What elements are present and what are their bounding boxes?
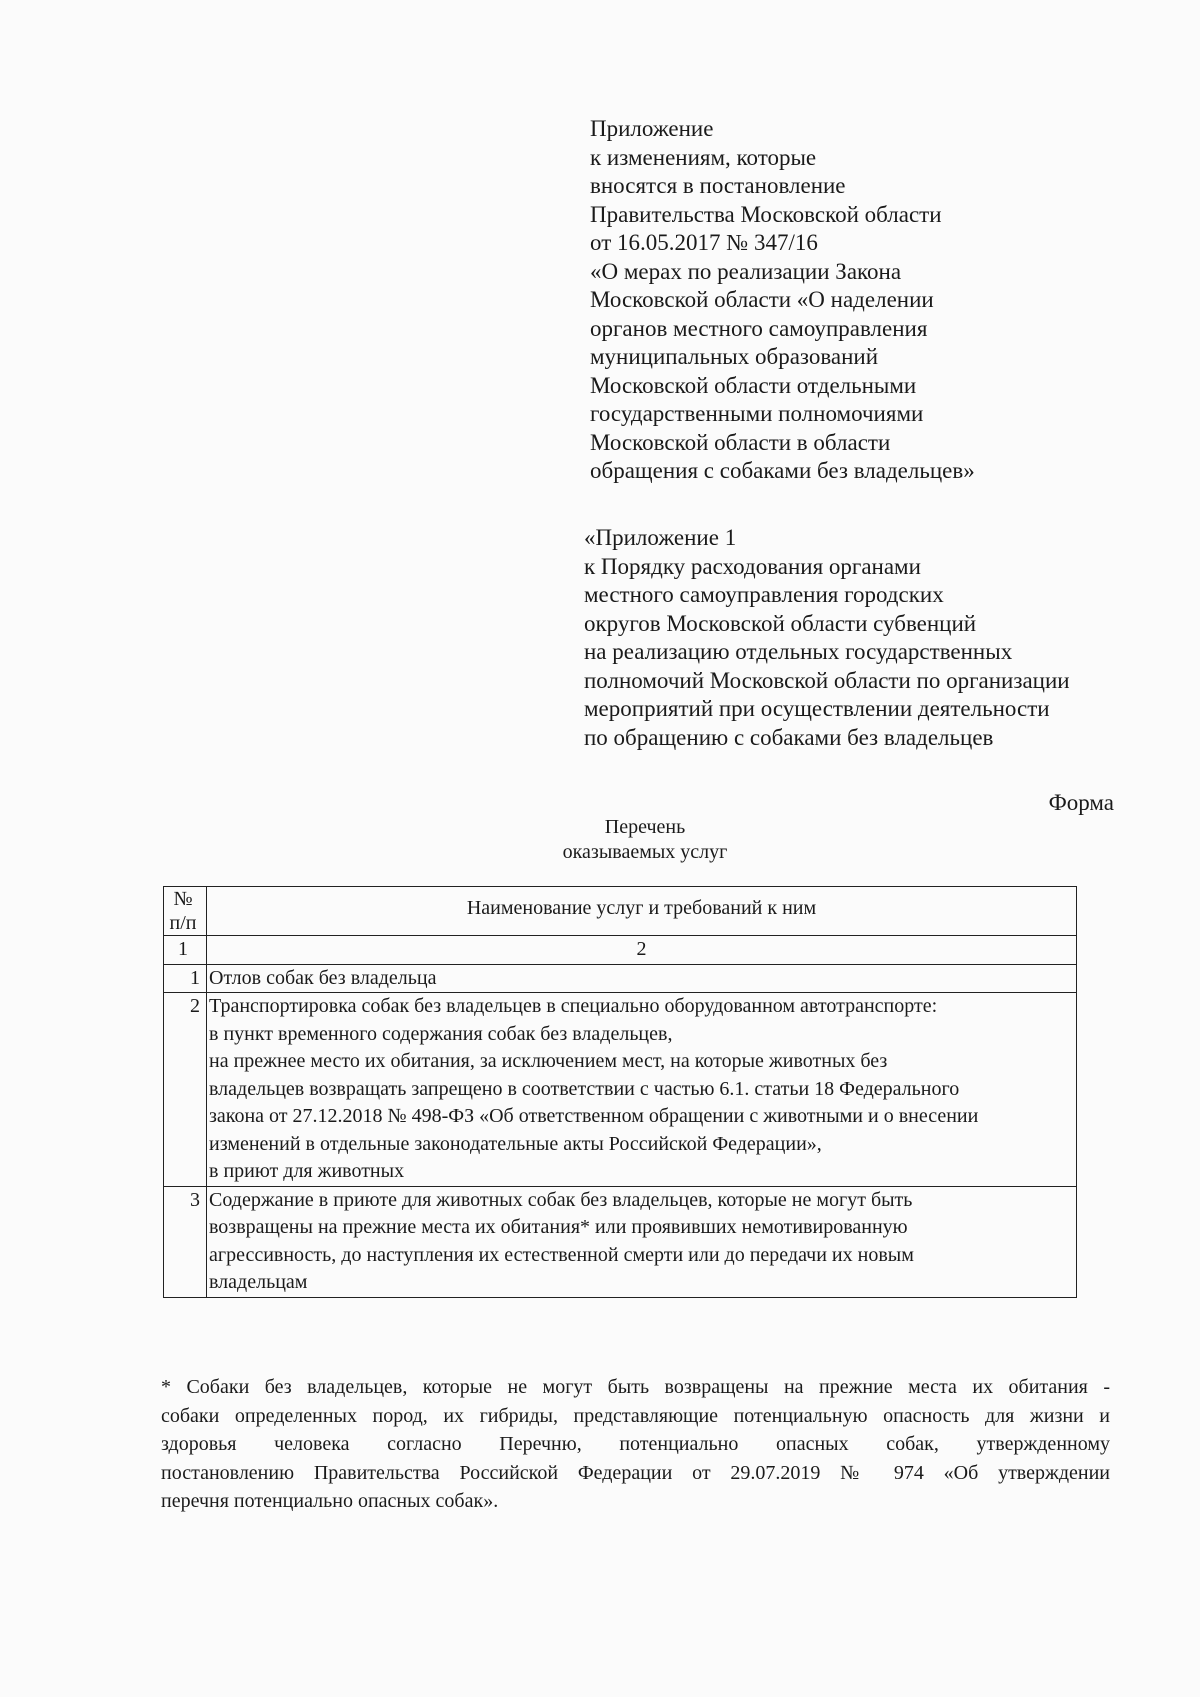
appendix-header-line: Московской области «О наделении <box>590 287 934 312</box>
row-text-line: владельцам <box>209 1271 308 1293</box>
appendix-header-line: обращения с собаками без владельцев» <box>590 458 975 483</box>
row-text-line: Содержание в приюте для животных собак без владельцев, которые не могут быть <box>209 1188 913 1211</box>
services-table <box>163 886 1077 1298</box>
row-text-line: закона от 27.12.2018 № 498-ФЗ «Об ответственном обращении с животными и о внесении <box>209 1105 979 1127</box>
appendix1-header-line: по обращению с собаками без владельцев <box>584 724 994 750</box>
document-title <box>0 815 1200 865</box>
appendix1-header-line: к Порядку расходования органами <box>584 553 921 579</box>
table-header-row <box>164 887 1077 936</box>
form-label: Форма <box>1048 790 1114 815</box>
row-text-line: на прежнее место их обитания, за исключением мест, на которые животных без <box>209 1050 888 1072</box>
appendix-header-line: Приложение <box>590 116 714 141</box>
row-number: 1 <box>164 964 207 993</box>
appendix1-header-line: мероприятий при осуществлении деятельности <box>584 696 1050 721</box>
appendix1-header-line: местного самоуправления городских <box>584 582 944 607</box>
row-text-line: изменений в отдельные законодательные акты Российской Федерации», <box>209 1132 822 1155</box>
footnote-line: собаки определенных пород, их гибриды, представляющие потенциальную опасность для жизни и <box>161 1404 1110 1427</box>
column-number-1: 1 <box>164 936 207 965</box>
row-text <box>207 964 1077 993</box>
table-row <box>164 993 1077 1187</box>
row-text <box>207 993 1077 1187</box>
appendix1-header-line: округов Московской области субвенций <box>584 610 977 636</box>
appendix-header-line: муниципальных образований <box>590 344 879 369</box>
row-text-line: владельцев возвращать запрещено в соответствии с частью 6.1. статьи 18 Федерального <box>209 1077 960 1100</box>
row-text-line: Отлов собак без владельца <box>209 966 437 989</box>
footnote-line: перечня потенциально опасных собак». <box>161 1490 499 1512</box>
header-number-abbr: п/п <box>169 912 197 934</box>
row-text-line: в приют для животных <box>209 1160 405 1182</box>
appendix-header-line: вносятся в постановление <box>590 173 846 198</box>
footnote-line: постановлению Правительства Российской Федерации от 29.07.2019 № 974 «Об утверждении <box>161 1461 1110 1484</box>
table-row <box>164 964 1077 993</box>
footnote-line: здоровья человека согласно Перечню, потенциально опасных собак, утвержденному <box>161 1433 1110 1455</box>
header-name-cell: Наименование услуг и требований к ним <box>207 887 1077 936</box>
row-text-line: в пункт временного содержания собак без владельцев, <box>209 1022 673 1045</box>
table-row <box>164 1186 1077 1297</box>
appendix-header-line: органов местного самоуправления <box>590 315 928 341</box>
appendix-header-line: к изменениям, которые <box>590 144 817 170</box>
title-line-1: Перечень <box>604 816 686 838</box>
appendix-header-line: Правительства Московской области <box>590 201 942 227</box>
appendix1-header-line: «Приложение 1 <box>584 525 737 550</box>
title-line-2: оказываемых услуг <box>562 841 728 863</box>
row-text-line: возвращены на прежние места их обитания* или проявивших немотивированную <box>209 1216 908 1238</box>
appendix-header-line: Московской области в области <box>590 429 891 455</box>
row-number: 3 <box>164 1186 207 1297</box>
appendix1-header <box>584 524 1184 752</box>
row-number: 2 <box>164 993 207 1187</box>
appendix1-header-line: полномочий Московской области по организации <box>584 667 1070 693</box>
appendix-header-line: государственными полномочиями <box>590 401 924 426</box>
appendix-header-line: «О мерах по реализации Закона <box>590 258 902 284</box>
footnote-line: * Собаки без владельцев, которые не могут быть возвращены на прежние места их обитания - <box>161 1376 1110 1398</box>
header-number-symbol: № <box>173 888 193 910</box>
row-text-line: Транспортировка собак без владельцев в специально оборудованном автотранспорте: <box>209 995 938 1017</box>
table-column-number-row <box>164 936 1077 965</box>
column-number-2: 2 <box>207 936 1077 965</box>
footnote <box>161 1373 1110 1516</box>
appendix-header-line: Московской области отдельными <box>590 372 917 398</box>
appendix-header-line: от 16.05.2017 № 347/16 <box>590 230 818 255</box>
header-number-cell <box>164 887 207 936</box>
row-text <box>207 1186 1077 1297</box>
appendix1-header-line: на реализацию отдельных государственных <box>584 639 1013 664</box>
appendix-header <box>590 115 1150 486</box>
row-text-line: агрессивность, до наступления их естественной смерти или до передачи их новым <box>209 1243 914 1266</box>
